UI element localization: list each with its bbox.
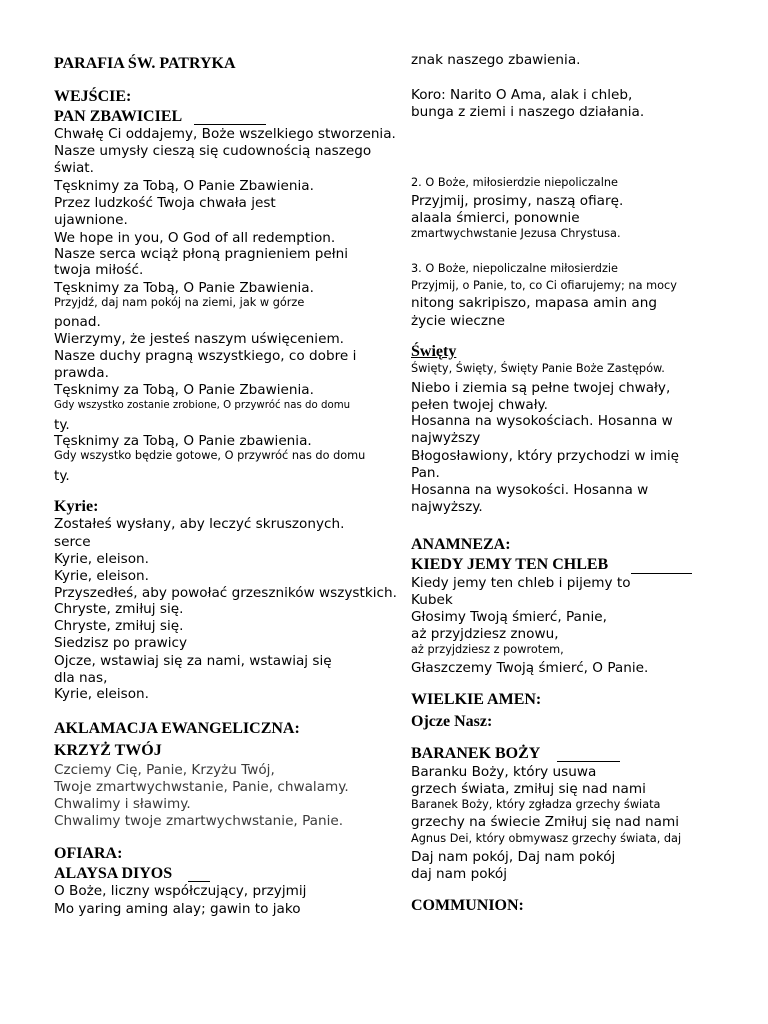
lyric-line: Niebo i ziemia są pełne twojej chwały,	[411, 380, 671, 396]
lyric-line: Święty, Święty, Święty Panie Boże Zastępów.	[411, 362, 665, 375]
lyric-line: Kyrie, eleison.	[54, 686, 149, 702]
offering-heading: OFIARA:	[54, 845, 123, 862]
title-underline	[194, 124, 266, 125]
lyric-line: grzechy na świecie Zmiłuj się nad nami	[411, 814, 680, 830]
gospel-song-title: KRZYŻ TWÓJ	[54, 742, 162, 759]
lyric-line: Koro: Narito O Ama, alak i chleb,	[411, 87, 633, 103]
lyric-line: Nasze umysły cieszą się cudownością naszego	[54, 143, 372, 159]
lyric-line: Baranek Boży, który zgładza grzechy świata	[411, 798, 661, 811]
lyric-line: Tęsknimy za Tobą, O Panie Zbawienia.	[54, 382, 314, 398]
lyric-line: Mo yaring aming alay; gawin to jako	[54, 901, 301, 917]
lyric-line: Chwalimy i sławimy.	[54, 796, 191, 812]
lyric-line: Wierzymy, że jesteś naszym uświęceniem.	[54, 331, 345, 347]
lyric-line: Przyjmij, o Panie, to, co Ci ofiarujemy; na mocy	[411, 279, 677, 292]
lyric-line: Tęsknimy za Tobą, O Panie Zbawienia.	[54, 280, 314, 296]
lyric-line: Gdy wszystko zostanie zrobione, O przywróć nas do domu	[54, 400, 351, 411]
anamnesis-heading: ANAMNEZA:	[411, 536, 511, 553]
entrance-song-title: PAN ZBAWICIEL	[54, 108, 183, 125]
lyric-line: Daj nam pokój, Daj nam pokój	[411, 849, 616, 865]
lyric-line: dla nas,	[54, 670, 108, 686]
lyric-line: znak naszego zbawienia.	[411, 52, 581, 68]
title-underline	[557, 761, 620, 762]
lyric-line: twoja miłość.	[54, 262, 144, 278]
lyric-line: Ojcze, wstawiaj się za nami, wstawiaj się	[54, 653, 332, 669]
lyric-line: Pan.	[411, 465, 440, 481]
lyric-line: alaala śmierci, ponownie	[411, 210, 580, 226]
lyric-line: Głaszczemy Twoją śmierć, O Panie.	[411, 660, 649, 676]
lyric-line: Chwalimy twoje zmartwychwstanie, Panie.	[54, 813, 344, 829]
lyric-line: Hosanna na wysokości. Hosanna w	[411, 482, 649, 498]
lyric-line: Błogosławiony, który przychodzi w imię	[411, 448, 679, 464]
lyric-line: najwyższy.	[411, 499, 483, 515]
lyric-line: Gdy wszystko będzie gotowe, O przywróć nas do domu	[54, 449, 366, 462]
great-amen-heading: WIELKIE AMEN:	[411, 691, 542, 708]
lyric-line: nitong sakripiszo, mapasa amin ang	[411, 295, 657, 311]
lyric-line: Głosimy Twoją śmierć, Panie,	[411, 609, 607, 625]
lyric-line: bunga z ziemi i naszego działania.	[411, 104, 645, 120]
lyric-line: Twoje zmartwychwstanie, Panie, chwalamy.	[54, 779, 349, 795]
lyric-line: Przyjmij, prosimy, naszą ofiarę.	[411, 193, 624, 209]
lyric-line: daj nam pokój	[411, 866, 507, 882]
lyric-line: Czciemy Cię, Panie, Krzyżu Twój,	[54, 762, 275, 778]
lyric-line: Przyszedłeś, aby powołać grzeszników wszystkich.	[54, 585, 397, 601]
lyric-line: prawda.	[54, 365, 109, 381]
lyric-line: zmartwychwstanie Jezusa Chrystusa.	[411, 227, 621, 240]
lyric-line: Kubek	[411, 592, 453, 608]
lyric-line: Tęsknimy za Tobą, O Panie zbawienia.	[54, 433, 312, 449]
lyric-line: O Boże, liczny współczujący, przyjmij	[54, 883, 307, 899]
lyric-line: ty.	[54, 417, 70, 433]
lyric-line: ty.	[54, 468, 70, 484]
lyric-line: Agnus Dei, który obmywasz grzechy świata, daj	[411, 832, 682, 845]
holy-heading: Święty	[411, 343, 457, 360]
communion-heading: COMMUNION:	[411, 897, 524, 914]
title-underline	[631, 573, 692, 574]
lyric-line: Chryste, zmiłuj się.	[54, 618, 184, 634]
entrance-heading: WEJŚCIE:	[54, 88, 132, 105]
our-father-heading: Ojcze Nasz:	[411, 713, 493, 730]
lyric-line: pełen twojej chwały.	[411, 397, 548, 413]
lyric-line: 3. O Boże, niepoliczalne miłosierdzie	[411, 262, 618, 275]
lyric-line: aż przyjdziesz znowu,	[411, 626, 559, 642]
lyric-line: Kyrie, eleison.	[54, 551, 149, 567]
lyric-line: ujawnione.	[54, 212, 128, 228]
lyric-line: Chwałę Ci oddajemy, Boże wszelkiego stworzenia.	[54, 126, 396, 142]
lyric-line: Nasze serca wciąż płoną pragnieniem pełni	[54, 246, 348, 262]
lyric-line: Przyjdź, daj nam pokój na ziemi, jak w górze	[54, 296, 305, 309]
lyric-line: Kiedy jemy ten chleb i pijemy to	[411, 575, 631, 591]
lyric-line: Chryste, zmiłuj się.	[54, 601, 184, 617]
parish-title: PARAFIA ŚW. PATRYKA	[54, 55, 236, 72]
lyric-line: 2. O Boże, miłosierdzie niepoliczalne	[411, 176, 618, 189]
lyric-line: Baranku Boży, który usuwa	[411, 764, 597, 780]
anamnesis-song-title: KIEDY JEMY TEN CHLEB	[411, 556, 609, 573]
lyric-line: Tęsknimy za Tobą, O Panie Zbawienia.	[54, 178, 314, 194]
lyric-line: Przez ludzkość Twoja chwała jest	[54, 195, 276, 211]
lyric-line: Siedzisz po prawicy	[54, 635, 188, 651]
lyric-line: Zostałeś wysłany, aby leczyć skruszonych.	[54, 516, 345, 532]
lyric-line: serce	[54, 534, 91, 550]
lyric-line: ponad.	[54, 314, 101, 330]
lyric-line: życie wieczne	[411, 313, 505, 329]
offering-song-title: ALAYSA DIYOS	[54, 865, 173, 882]
lamb-of-god-heading: BARANEK BOŻY	[411, 745, 541, 762]
lyric-line: najwyższy	[411, 430, 481, 446]
lyric-line: Kyrie, eleison.	[54, 568, 149, 584]
gospel-acclamation-heading: AKLAMACJA EWANGELICZNA:	[54, 720, 300, 737]
title-underline	[188, 881, 210, 882]
lyric-line: Nasze duchy pragną wszystkiego, co dobre i	[54, 348, 357, 364]
lyric-line: We hope in you, O God of all redemption.	[54, 230, 336, 246]
lyric-line: aż przyjdziesz z powrotem,	[411, 643, 564, 656]
lyric-line: Hosanna na wysokościach. Hosanna w	[411, 413, 673, 429]
lyric-line: świat.	[54, 160, 94, 176]
kyrie-heading: Kyrie:	[54, 498, 99, 515]
lyric-line: grzech świata, zmiłuj się nad nami	[411, 781, 646, 797]
